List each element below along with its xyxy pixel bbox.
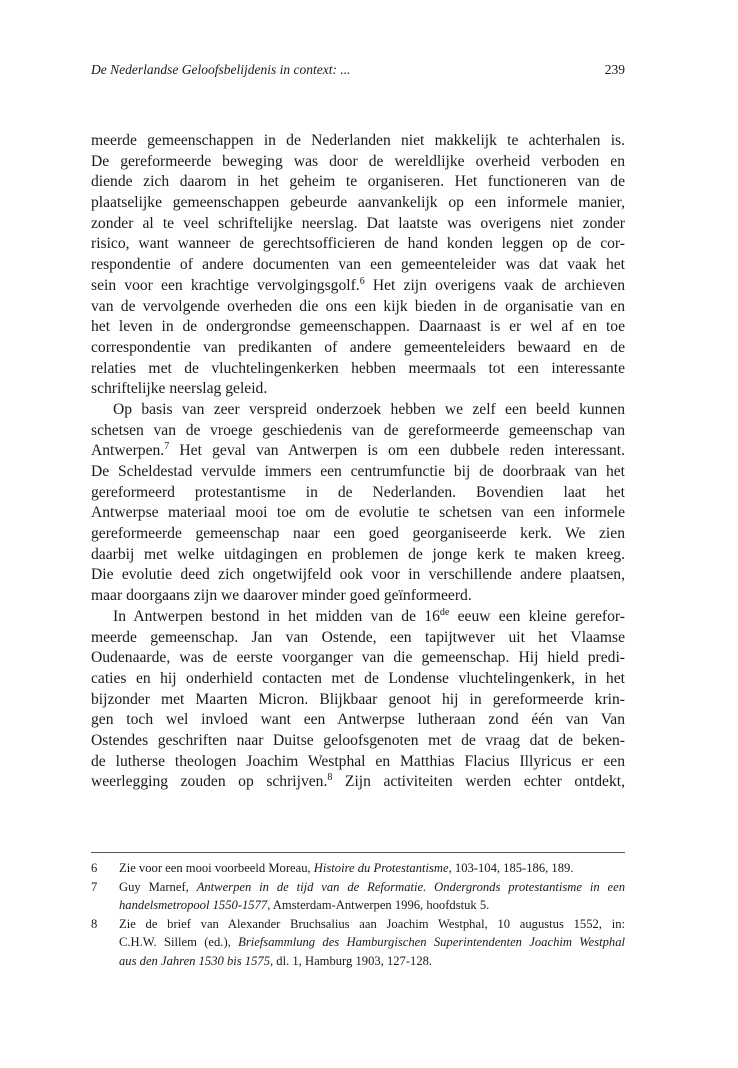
text-line: risico, want wanneer de gerechtsofficieren de hand konden leggen op de cor- [91, 235, 625, 253]
text-segment: sein voor een krachtige vervolgingsgolf. [91, 276, 360, 294]
text-line [91, 441, 625, 462]
text-segment: Antwerpen. [91, 442, 165, 460]
cited-title: aus den Jahren 1530 bis 1575 [119, 953, 270, 968]
footnote-line [119, 859, 625, 878]
text-line: Oudenaarde, was de eerste voorganger van die gemeenschap. Hij hield predi- [91, 649, 625, 667]
text-line: Die evolutie deed zich ongetwijfeld ook voor in verschillende andere plaatsen, [91, 566, 625, 584]
footnote-ref-7[interactable]: 7 [164, 441, 170, 453]
paragraph-1 [91, 131, 625, 400]
cited-title: Histoire du Protestantisme [313, 861, 449, 875]
footnote-line [119, 952, 625, 971]
footnote-ref-6[interactable]: 6 [359, 275, 365, 287]
footnote-ref-8[interactable]: 8 [327, 772, 333, 784]
text-segment: Het zijn overigens vaak de archieven [364, 276, 625, 294]
cited-title: Antwerpen in de tijd van de Reformatie. Ondergronds protestantisme in een [196, 879, 625, 894]
text-segment: Zie voor een mooi voorbeeld Moreau, [119, 861, 314, 875]
cited-title: handelsmetropool 1550-1577 [119, 898, 268, 912]
text-line: diende zich daarom in het geheim te organiseren. Het functioneren van de [91, 173, 625, 191]
text-line: Ostendes geschriften naar Duitse geloofsgenoten met de vraag dat de beken- [91, 731, 625, 749]
text-line: daarbij met welke uitdagingen en problemen de jonge kerk te maken kreeg. [91, 545, 625, 563]
text-line: De gereformeerde beweging was door de wereldlijke overheid verboden en [91, 152, 625, 170]
text-segment: , Amsterdam-Antwerpen 1996, hoofdstuk 5. [267, 898, 490, 912]
footnote-line [119, 933, 625, 952]
text-line: schetsen van de vroege geschiedenis van de gereformeerde gemeenschap van [91, 421, 625, 439]
paragraph-2 [91, 400, 625, 607]
running-title: De Nederlandse Geloofsbelijdenis in context: ... [91, 62, 351, 77]
text-line: correspondentie van predikanten of andere gemeenteleiders bewaard en de [91, 338, 625, 356]
footnote-number: 7 [91, 879, 98, 894]
text-line [91, 607, 625, 628]
text-segment: C.H.W. Sillem (ed.), [119, 935, 239, 949]
footnote-line: Zie de brief van Alexander Bruchsalius aan Joachim Westphal, 10 augustus 1552, in: [119, 916, 625, 931]
text-segment: , 103-104, 185-186, 189. [448, 861, 574, 875]
text-line [91, 276, 625, 297]
footnote-8 [91, 915, 625, 971]
text-line: plaatselijke gemeenschappen gebeurde aanvankelijk op een informele manier, [91, 194, 625, 212]
body-text [91, 131, 625, 793]
text-segment: Het geval van Antwerpen is om een dubbele reden interessant. [169, 442, 625, 460]
text-segment: weerlegging zouden op schrijven. [91, 773, 328, 791]
paragraph-3 [91, 607, 625, 793]
text-segment: In Antwerpen bestond in het midden van de 16 [113, 607, 440, 625]
footnotes [91, 859, 625, 970]
footnote-line [119, 896, 625, 915]
page-number: 239 [604, 62, 625, 77]
text-line: gen toch wel invloed want een Antwerpse lutheraan zond één van Van [91, 711, 625, 729]
text-line: caties en hij onderhield contacten met de Londense vluchtelingenkerk, in het [91, 669, 625, 687]
text-segment: eeuw een kleine gerefor- [449, 607, 625, 625]
footnote-7 [91, 878, 625, 915]
footnote-6 [91, 859, 625, 878]
text-line: Antwerpse materiaal mooi toe om de evolutie te schetsen van een informele [91, 504, 625, 522]
text-line: de lutherse theologen Joachim Westphal en Matthias Flacius Illyricus er een [91, 752, 625, 770]
text-line: gereformeerd protestantisme in de Nederlanden. Bovendien laat het [91, 483, 625, 501]
text-line: bijzonder met Maarten Micron. Blijkbaar genoot hij in gereformeerde krin- [91, 690, 625, 708]
running-header [91, 62, 625, 84]
text-line: het leven in de ondergrondse gemeenschappen. Daarnaast is er wel af en toe [91, 318, 625, 336]
text-line: schriftelijke neerslag geleid. [91, 380, 268, 398]
text-segment: Zijn activiteiten werden echter ontdekt, [332, 773, 625, 791]
text-line: maar doorgaans zijn we daarover minder goed geïnformeerd. [91, 587, 472, 605]
text-line: De Scheldestad vervulde immers een centrumfunctie bij de doorbraak van het [91, 463, 625, 480]
text-line: meerde gemeenschap. Jan van Ostende, een tapijtwever uit het Vlaamse [91, 628, 625, 646]
superscript-ordinal: de [439, 606, 450, 618]
text-segment: , dl. 1, Hamburg 1903, 127-128. [270, 953, 433, 968]
text-line: respondentie of andere documenten van een gemeenteleider was dat vaak het [91, 256, 625, 274]
text-line: zonder al te veel schriftelijke neerslag. Dat laatste was overigens niet zonder [91, 214, 625, 232]
footnote-divider [91, 852, 625, 853]
text-line: Op basis van zeer verspreid onderzoek hebben we zelf een beeld kunnen [113, 400, 625, 418]
text-line [91, 772, 625, 793]
text-line: relaties met de vluchtelingenkerken hebben meermaals tot een interessante [91, 359, 625, 377]
text-line: van de vervolgende overheden die ons een kijk bieden in de organisatie van en [91, 297, 625, 315]
footnote-number: 6 [91, 861, 98, 875]
text-segment: Guy Marnef, [119, 879, 197, 894]
cited-title: Briefsammlung des Hamburgischen Superintendenten Joachim Westphal [238, 935, 626, 949]
footnote-line [119, 878, 625, 897]
text-line: meerde gemeenschappen in de Nederlanden niet makkelijk te achterhalen is. [91, 132, 625, 149]
footnote-number: 8 [91, 916, 98, 931]
text-line: gereformeerde gemeenschap naar een goed georganiseerde kerk. We zien [91, 525, 625, 543]
